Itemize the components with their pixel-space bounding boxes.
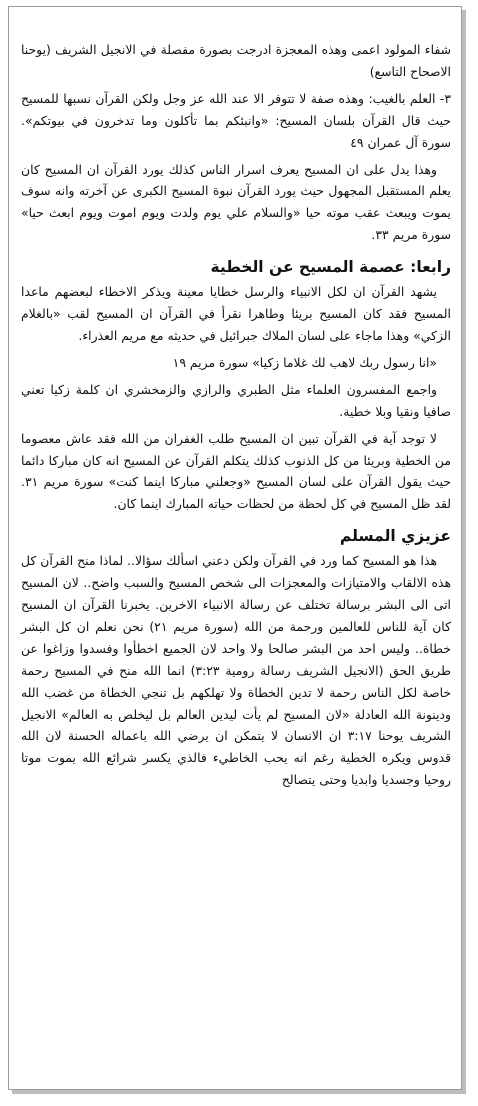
page-frame (8, 6, 462, 1090)
paragraph-prophecy: وهذا يدل على ان المسيح يعرف اسرار الناس كذلك يورد القرآن ان المسيح كان يعلم المستقبل المجهول حيث يورد القرآن نبوة المسيح الكبرى عن آخرته وانه سوف يموت ويبعث عقب موته حيا «والسلام علي يوم ولدت ويوم اموت ويوم ابعث حيا» سورة مريم ٣٣. (21, 161, 451, 243)
article-body (9, 7, 461, 791)
paragraph-commentators: واجمع المفسرون العلماء مثل الطبري والرازي والزمخشري ان كلمة زكيا تعني صافيا ونقيا وبلا خطية. (21, 381, 451, 419)
paragraph-quote-maryam-19: «انا رسول ربك لاهب لك غلاما زكيا» سورة مريم ١٩ (172, 354, 437, 370)
paragraph-prophets-sins: يشهد القرآن ان لكل الانبياء والرسل خطايا معينة ويذكر الاخطاء لبعضهم ماعدا المسيح فقد كان المسيح بريئا وطاهرا نقرأ في القرآن ان المسيح لقب «بالغلام الزكي» وهذا ماجاء على لسان الملاك جبرائيل في حديثه مع مريم العذراء. (21, 284, 451, 343)
paragraph-knowledge-unseen: ٣- العلم بالغيب: وهذه صفة لا تتوفر الا عند الله عز وجل ولكن القرآن نسبها للمسيح حيث قال القرآن بلسان المسيح: «وانبئكم بما تأكلون وما تدخرون في بيوتكم». سورة آل عمران ٤٩ (21, 90, 451, 150)
paragraph-question: هذا هو المسيح كما ورد في القرآن ولكن دعني اسألك سؤالا.. لماذا منح القرآن كل هذه الالقاب والامتيازات والمعجزات الى شخص المسيح والسبب واضح.. لان المسيح اتى الى البشر برسالة تختلف عن رسالة الانبياء الاخرين. يخبرنا القرآن ان المسيح كان آية للناس للعالمين ورحمة من الله (سورة مريم ٢١) نحن نعلم ان كل البشر خطاة.. وليس احد من البشر صالحا ولا واحد لان الجميع اخطأوا وفسدوا وزاغوا عن طريق الحق (الانجيل الشريف رسالة رومية ٣:٢٣) انما الله منح في المسيح رحمة خاصة لكل الناس رحمة لا تدين الخطاة ولا تهلكهم بل تنجي الخطاة من غضب الله ودينونة الله العادلة «لان المسيح لم يأت ليدين العالم بل ليخلص به العالم» الانجيل الشريف يوحنا ٣:١٧ ان الانسان لا يتمكن ان يرضي الله باعماله الحسنة لان الله قدوس ويكره الخطية رغم انه يحب الخاطيء فالذي يكسر شرائع الله يموت موتا روحيا وجسديا وابديا وحتى يتصالح (21, 553, 451, 788)
heading-sinlessness: رابعا: عصمة المسيح عن الخطية (210, 258, 451, 277)
paragraph-blind-healing: شفاء المولود اعمى وهذه المعجزة ادرجت بصورة مفصلة في الانجيل الشريف (يوحنا الاصحاح التاسع) (21, 42, 451, 79)
heading-dear-muslim: عزيزي المسلم (339, 527, 451, 546)
paragraph-blessed: لا توجد آية في القرآن تبين ان المسيح طلب الغفران من الله فقد عاش معصوما من الخطية وبريئا من كل الذنوب كذلك يتكلم القرآن عن المسيح انه كان مباركا دائما حيث يقول القرآن على لسان المسيح «وجعلني مباركا اينما كنت» سورة مريم ٣١. لقد ظل المسيح في كل لحظة من لحظات حياته المبارك اينما كان. (21, 430, 451, 512)
